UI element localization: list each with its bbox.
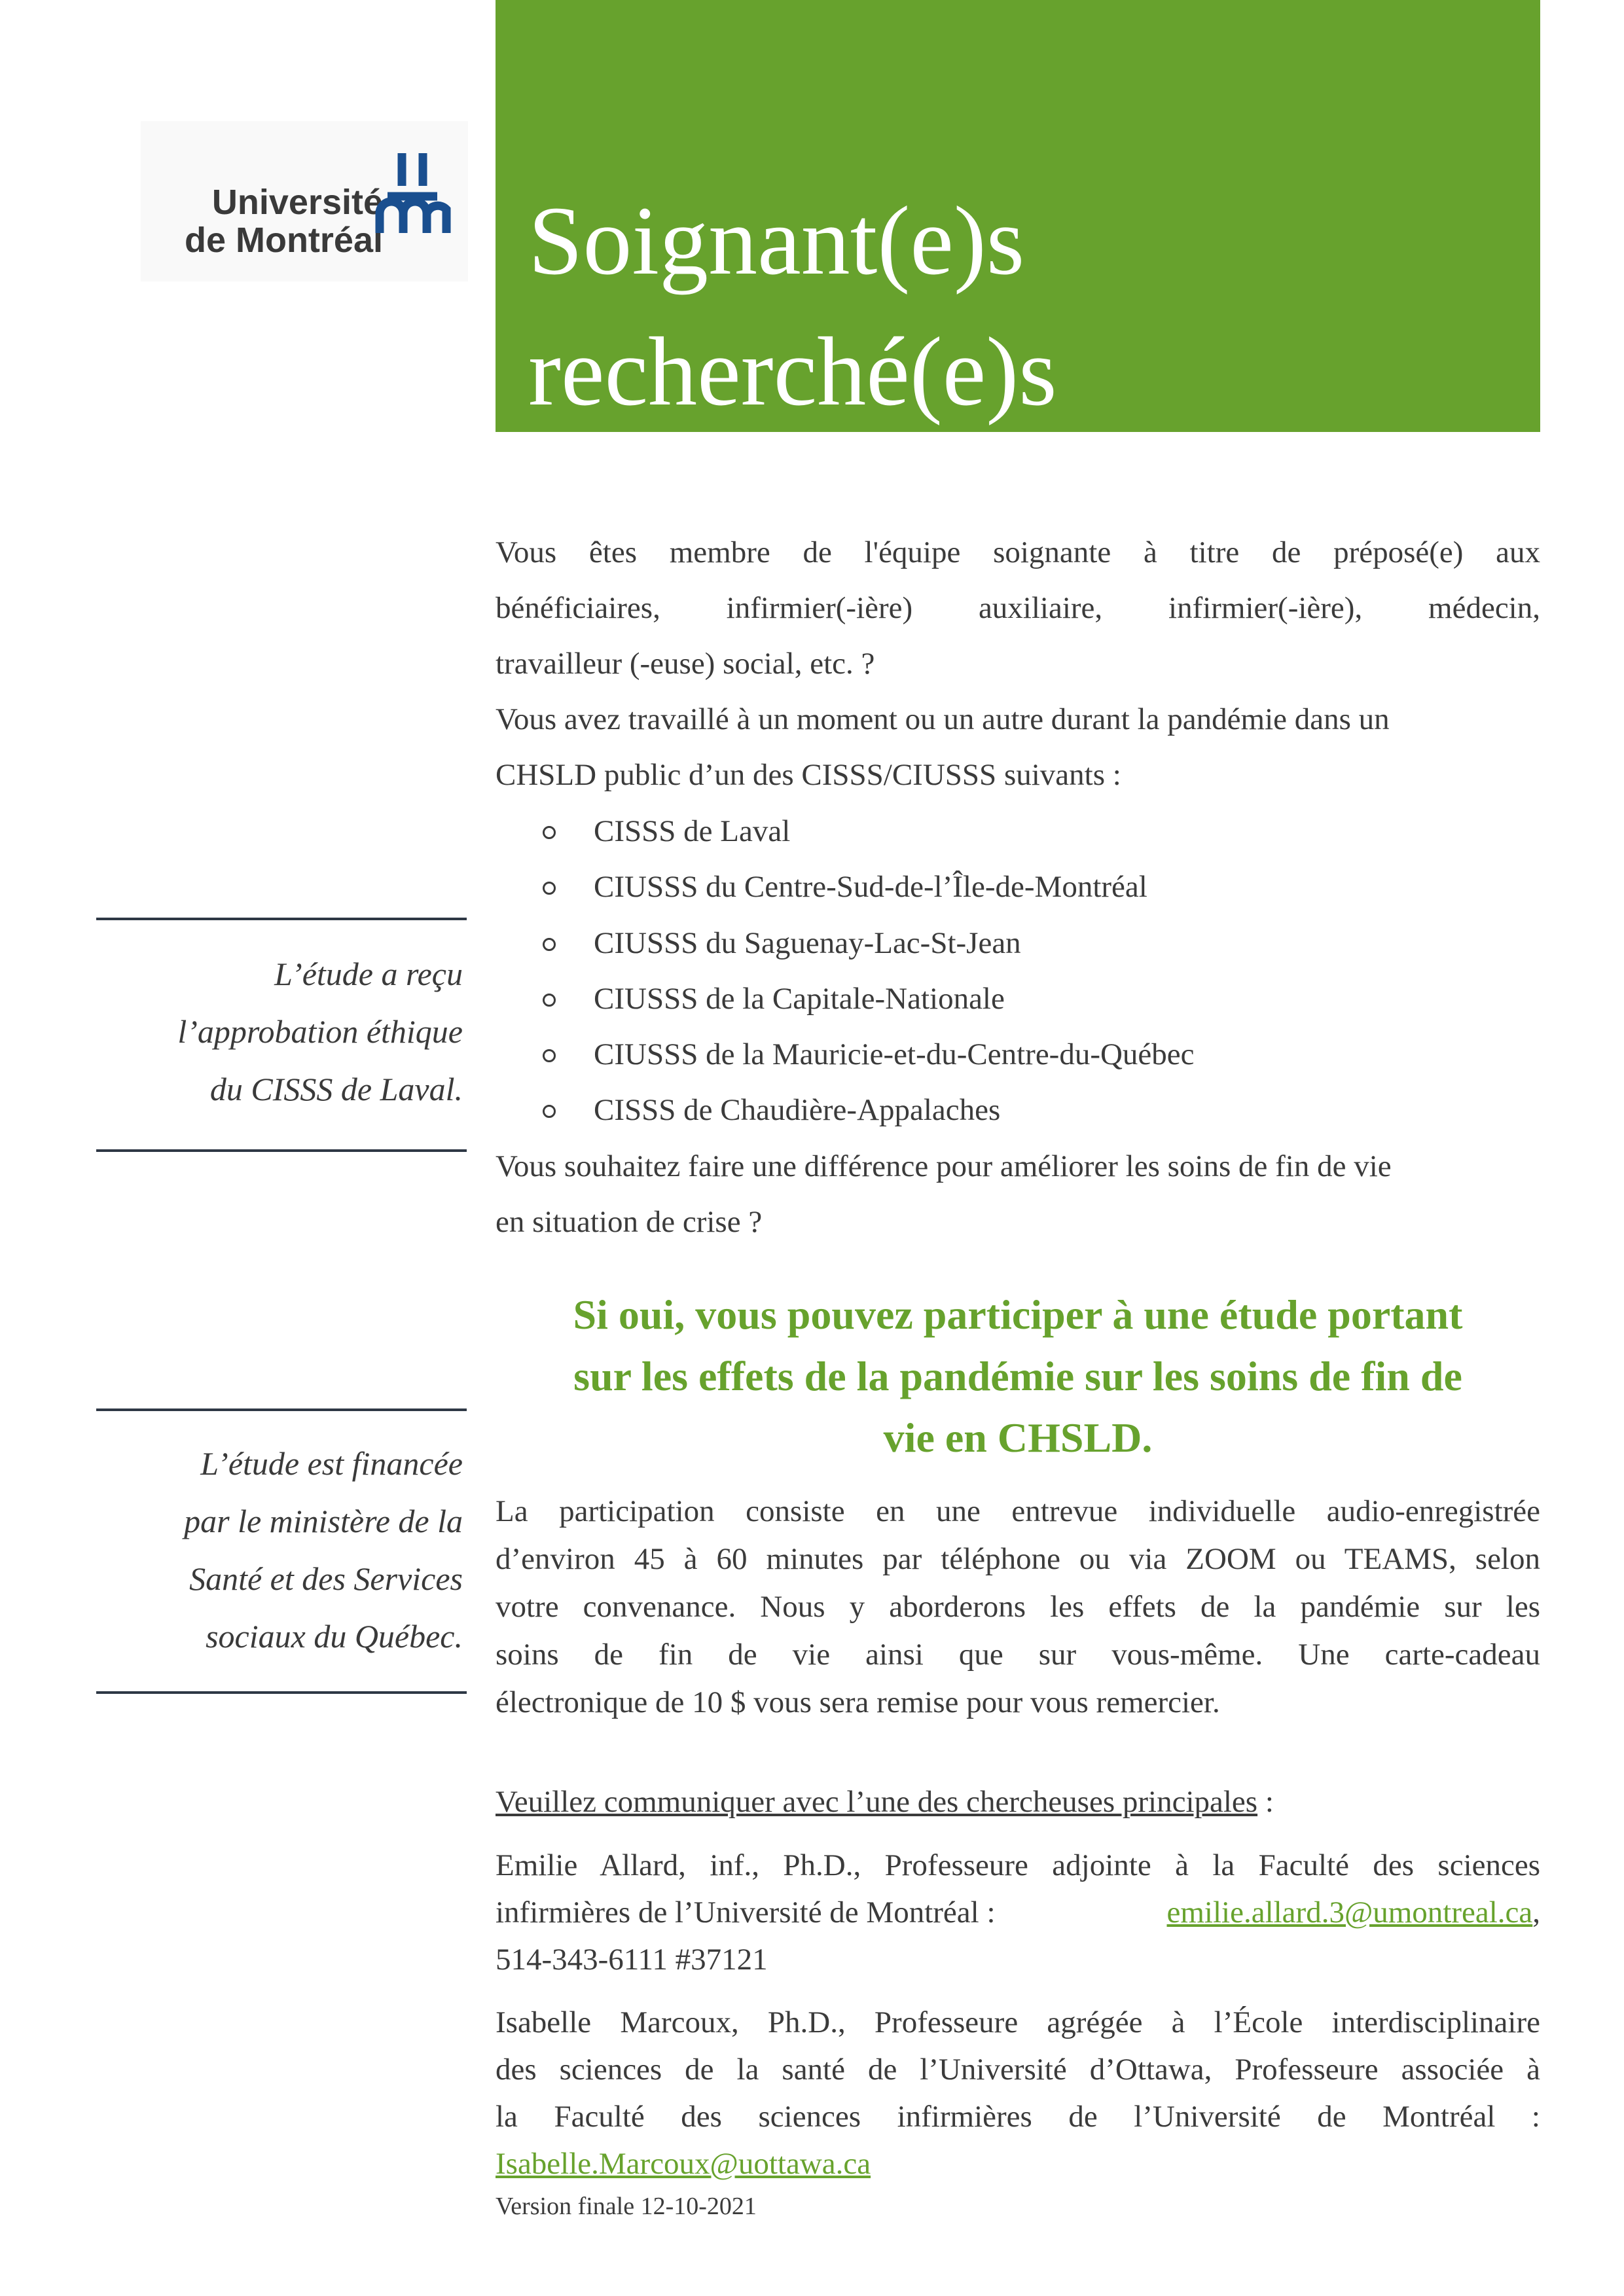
title-line-1: Soignant(e)s — [528, 187, 1025, 295]
call-to-action — [496, 1284, 1540, 1469]
logo-line-2: de Montréal — [184, 221, 383, 260]
contact-heading-text: Veuillez communiquer avec l’une des chercheuses principales — [496, 1785, 1258, 1819]
list-item-label: CISSS de Chaudière-Appalaches — [594, 1093, 1001, 1128]
intro-question-3 — [496, 1139, 1540, 1250]
text-line: d’environ 45 à 60 minutes par téléphone ou via ZOOM ou TEAMS, selon — [496, 1542, 1540, 1576]
marcoux-email-link[interactable]: Isabelle.Marcoux@uottawa.ca — [496, 2147, 871, 2181]
text-segment: infirmières de l’Université de Montréal : — [496, 1895, 1003, 1929]
intro-question-1 — [496, 525, 1540, 803]
circle-bullet-icon — [543, 1049, 556, 1062]
funding-note-line: sociaux du Québec. — [206, 1618, 463, 1655]
cta-line: Si oui, vous pouvez participer à une étude portant — [573, 1291, 1463, 1338]
logo-line-1: Université — [211, 183, 383, 222]
circle-bullet-icon — [543, 994, 556, 1007]
ethics-note-line: du CISSS de Laval. — [209, 1071, 463, 1107]
contact-marcoux — [496, 1999, 1540, 2187]
list-item — [541, 804, 1458, 859]
list-item — [541, 1027, 1458, 1083]
list-item — [541, 1083, 1458, 1138]
page-title — [528, 175, 1510, 437]
university-logo — [141, 121, 468, 281]
ethics-note-line: L’étude a reçu — [274, 956, 463, 992]
email-group — [1167, 1889, 1541, 1936]
circle-bullet-icon — [543, 826, 556, 839]
udem-mark-icon — [373, 151, 452, 236]
title-line-2: recherché(e)s — [528, 317, 1057, 426]
text-line: La participation consiste en une entrevue individuelle audio-enregistrée — [496, 1494, 1540, 1528]
list-item-label: CIUSSS du Centre-Sud-de-l’Île-de-Montréal — [594, 870, 1147, 905]
text-line — [496, 1889, 1540, 1936]
cta-line: sur les effets de la pandémie sur les soins de fin de — [573, 1353, 1462, 1399]
funding-note — [96, 1411, 467, 1691]
contact-allard — [496, 1842, 1540, 1983]
contact-heading-suffix: : — [1257, 1785, 1274, 1819]
text-line: électronique de 10 $ vous sera remise pour vous remercier. — [496, 1685, 1220, 1719]
text-segment: , — [1532, 1895, 1540, 1929]
circle-bullet-icon — [543, 938, 556, 951]
logo-wordmark — [173, 183, 383, 259]
ethics-note — [96, 920, 467, 1149]
text-line: votre convenance. Nous y aborderons les effets de la pandémie sur les — [496, 1590, 1540, 1624]
text-line: des sciences de la santé de l’Université d’Ottawa, Professeure associée à — [496, 2053, 1540, 2087]
circle-bullet-icon — [543, 1105, 556, 1118]
text-line: Vous êtes membre de l'équipe soignante à titre de préposé(e) aux — [496, 535, 1540, 569]
contact-heading — [496, 1779, 1274, 1825]
funding-note-line: L’étude est financée — [200, 1445, 463, 1482]
allard-phone: 514-343-6111 #37121 — [496, 1943, 768, 1977]
divider — [96, 1691, 467, 1694]
divider — [96, 1149, 467, 1152]
list-item-label: CIUSSS de la Mauricie-et-du-Centre-du-Québec — [594, 1037, 1195, 1072]
text-line: Isabelle Marcoux, Ph.D., Professeure agrégée à l’École interdisciplinaire — [496, 2005, 1540, 2039]
cta-line: vie en CHSLD. — [883, 1414, 1153, 1461]
ethics-note-line: l’approbation éthique — [177, 1013, 463, 1050]
list-item — [541, 971, 1458, 1027]
funding-note-box — [96, 1408, 467, 1694]
text-line: travailleur (-euse) social, etc. ? — [496, 647, 875, 681]
title-banner — [496, 0, 1540, 432]
funding-note-line: par le ministère de la — [184, 1503, 463, 1539]
participation-paragraph — [496, 1488, 1540, 1727]
text-line: la Faculté des sciences infirmières de l’Université de Montréal : — [496, 2100, 1540, 2134]
version-label: Version finale 12-10-2021 — [496, 2193, 757, 2220]
circle-bullet-icon — [543, 882, 556, 895]
text-line: en situation de crise ? — [496, 1205, 763, 1239]
list-item-label: CIUSSS du Saguenay-Lac-St-Jean — [594, 925, 1021, 960]
list-item-label: CIUSSS de la Capitale-Nationale — [594, 981, 1005, 1016]
establishment-list — [541, 804, 1458, 1139]
text-line: soins de fin de vie ainsi que sur vous-même. Une carte-cadeau — [496, 1638, 1540, 1672]
text-line: Vous avez travaillé à un moment ou un autre durant la pandémie dans un — [496, 702, 1390, 736]
text-line: Emilie Allard, inf., Ph.D., Professeure adjointe à la Faculté des sciences — [496, 1848, 1540, 1882]
list-item — [541, 916, 1458, 971]
list-item — [541, 859, 1458, 915]
funding-note-line: Santé et des Services — [189, 1560, 463, 1597]
ethics-note-box — [96, 918, 467, 1152]
text-line: bénéficiaires, infirmier(-ière) auxiliaire, infirmier(-ière), médecin, — [496, 591, 1540, 625]
text-line: Vous souhaitez faire une différence pour améliorer les soins de fin de vie — [496, 1149, 1392, 1183]
text-line: CHSLD public d’un des CISSS/CIUSSS suivants : — [496, 758, 1121, 792]
list-item-label: CISSS de Laval — [594, 814, 791, 848]
allard-email-link[interactable]: emilie.allard.3@umontreal.ca — [1166, 1895, 1533, 1929]
